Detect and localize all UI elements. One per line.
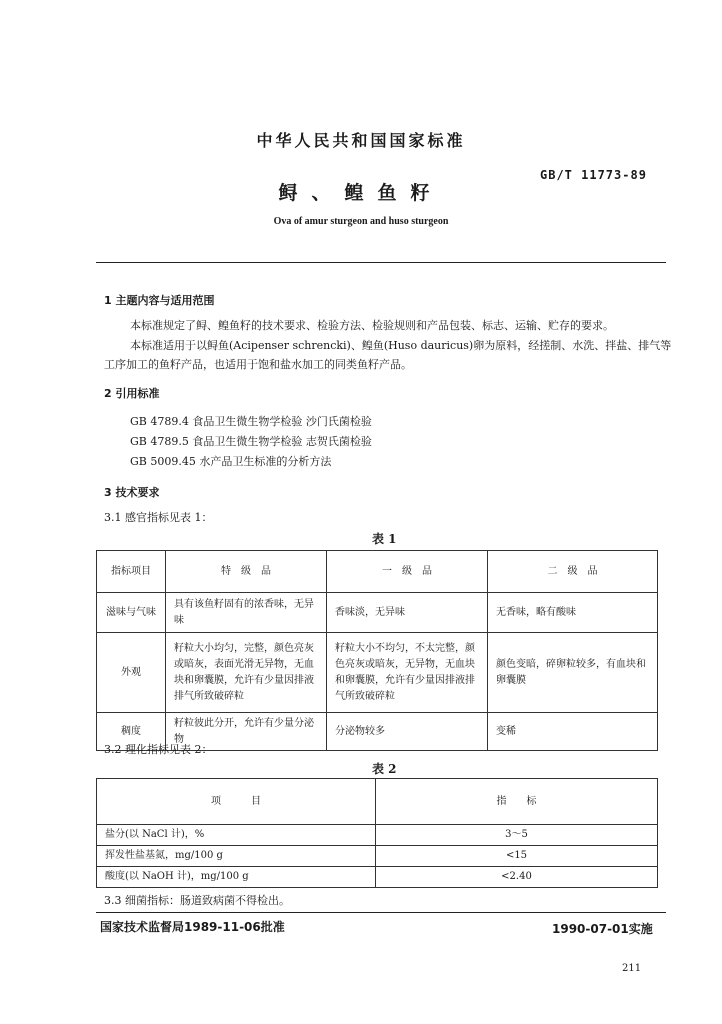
table-cell: 无香味，略有酸味 (488, 593, 658, 633)
table-cell: 酸度(以 NaOH 计)，mg/100 g (97, 867, 376, 888)
table-cell: 分泌物较多 (327, 713, 488, 751)
reference-item: GB 5009.45 水产品卫生标准的分析方法 (130, 455, 332, 468)
table-header-cell: 项 目 (97, 779, 376, 825)
section-3-1-text: 3.1 感官指标见表 1： (104, 511, 213, 524)
document-title: 鲟、鳇鱼籽 (278, 182, 444, 204)
table-cell: 籽粒彼此分开，允许有少量分泌物 (166, 713, 327, 751)
table-cell: 挥发性盐基氮，mg/100 g (97, 846, 376, 867)
table-2 (96, 778, 658, 888)
footer-rule (96, 912, 666, 913)
table-cell: 稠度 (97, 713, 166, 751)
table-row (97, 867, 658, 888)
section-3-heading: 3 技术要求 (104, 486, 160, 499)
table-cell: <2.40 (376, 867, 658, 888)
table-header-row (97, 551, 658, 593)
table-row (97, 825, 658, 846)
table-cell: 籽粒大小均匀，完整，颜色亮灰或暗灰，表面光滑无异物，无血块和卵囊膜，允许有少量因排液排气所致破碎粒 (166, 633, 327, 713)
reference-item: GB 4789.5 食品卫生微生物学检验 志贺氏菌检验 (130, 435, 372, 448)
document-title-english: Ova of amur sturgeon and huso sturgeon (273, 216, 449, 227)
table-row (97, 633, 658, 713)
table-cell: 变稀 (488, 713, 658, 751)
table-header-cell: 特 级 品 (166, 551, 327, 593)
section-1-para-2-line-1: 本标准适用于以鲟鱼(Acipenser schrencki)、鳇鱼(Huso dauricus)卵为原料，经搓制、水洗、拌盐、排气等 (130, 339, 672, 352)
table-row (97, 593, 658, 633)
table-2-caption: 表 2 (372, 762, 397, 776)
table-1-caption: 表 1 (372, 532, 397, 546)
standard-code: GB/T 11773-89 (540, 168, 647, 182)
page-number: 211 (622, 963, 642, 974)
section-1-para-2-line-2: 工序加工的鱼籽产品，也适用于饱和盐水加工的同类鱼籽产品。 (104, 358, 412, 371)
effective-date: 1990-07-01实施 (552, 922, 653, 936)
table-header-cell: 指 标 (376, 779, 658, 825)
table-cell: 盐分(以 NaCl 计)，% (97, 825, 376, 846)
table-cell: 籽粒大小不均匀，不太完整，颜色亮灰或暗灰，无异物，无血块和卵囊膜，允许有少量因排液排气所致破碎粒 (327, 633, 488, 713)
national-standard-heading: 中华人民共和国国家标准 (256, 131, 466, 150)
table-1 (96, 550, 658, 751)
section-2-heading: 2 引用标准 (104, 387, 160, 400)
approval-line: 国家技术监督局1989-11-06批准 (100, 920, 285, 934)
table-row (97, 846, 658, 867)
table-header-cell: 指标项目 (97, 551, 166, 593)
table-cell: 香味淡，无异味 (327, 593, 488, 633)
section-3-3-text: 3.3 细菌指标：肠道致病菌不得检出。 (104, 894, 290, 907)
table-cell: 3～5 (376, 825, 658, 846)
header-rule (96, 262, 666, 263)
table-header-cell: 二 级 品 (488, 551, 658, 593)
table-cell: 滋味与气味 (97, 593, 166, 633)
section-1-para-1: 本标准规定了鲟、鳇鱼籽的技术要求、检验方法、检验规则和产品包装、标志、运输、贮存的要求。 (130, 319, 614, 332)
table-header-row (97, 779, 658, 825)
reference-item: GB 4789.4 食品卫生微生物学检验 沙门氏菌检验 (130, 415, 372, 428)
table-header-cell: 一 级 品 (327, 551, 488, 593)
section-3-2-text: 3.2 理化指标见表 2： (104, 743, 213, 756)
section-1-heading: 1 主题内容与适用范围 (104, 294, 215, 307)
table-cell: <15 (376, 846, 658, 867)
table-cell: 外观 (97, 633, 166, 713)
table-cell: 颜色变暗，碎卵粒较多，有血块和卵囊膜 (488, 633, 658, 713)
table-cell: 具有该鱼籽固有的浓香味，无异味 (166, 593, 327, 633)
